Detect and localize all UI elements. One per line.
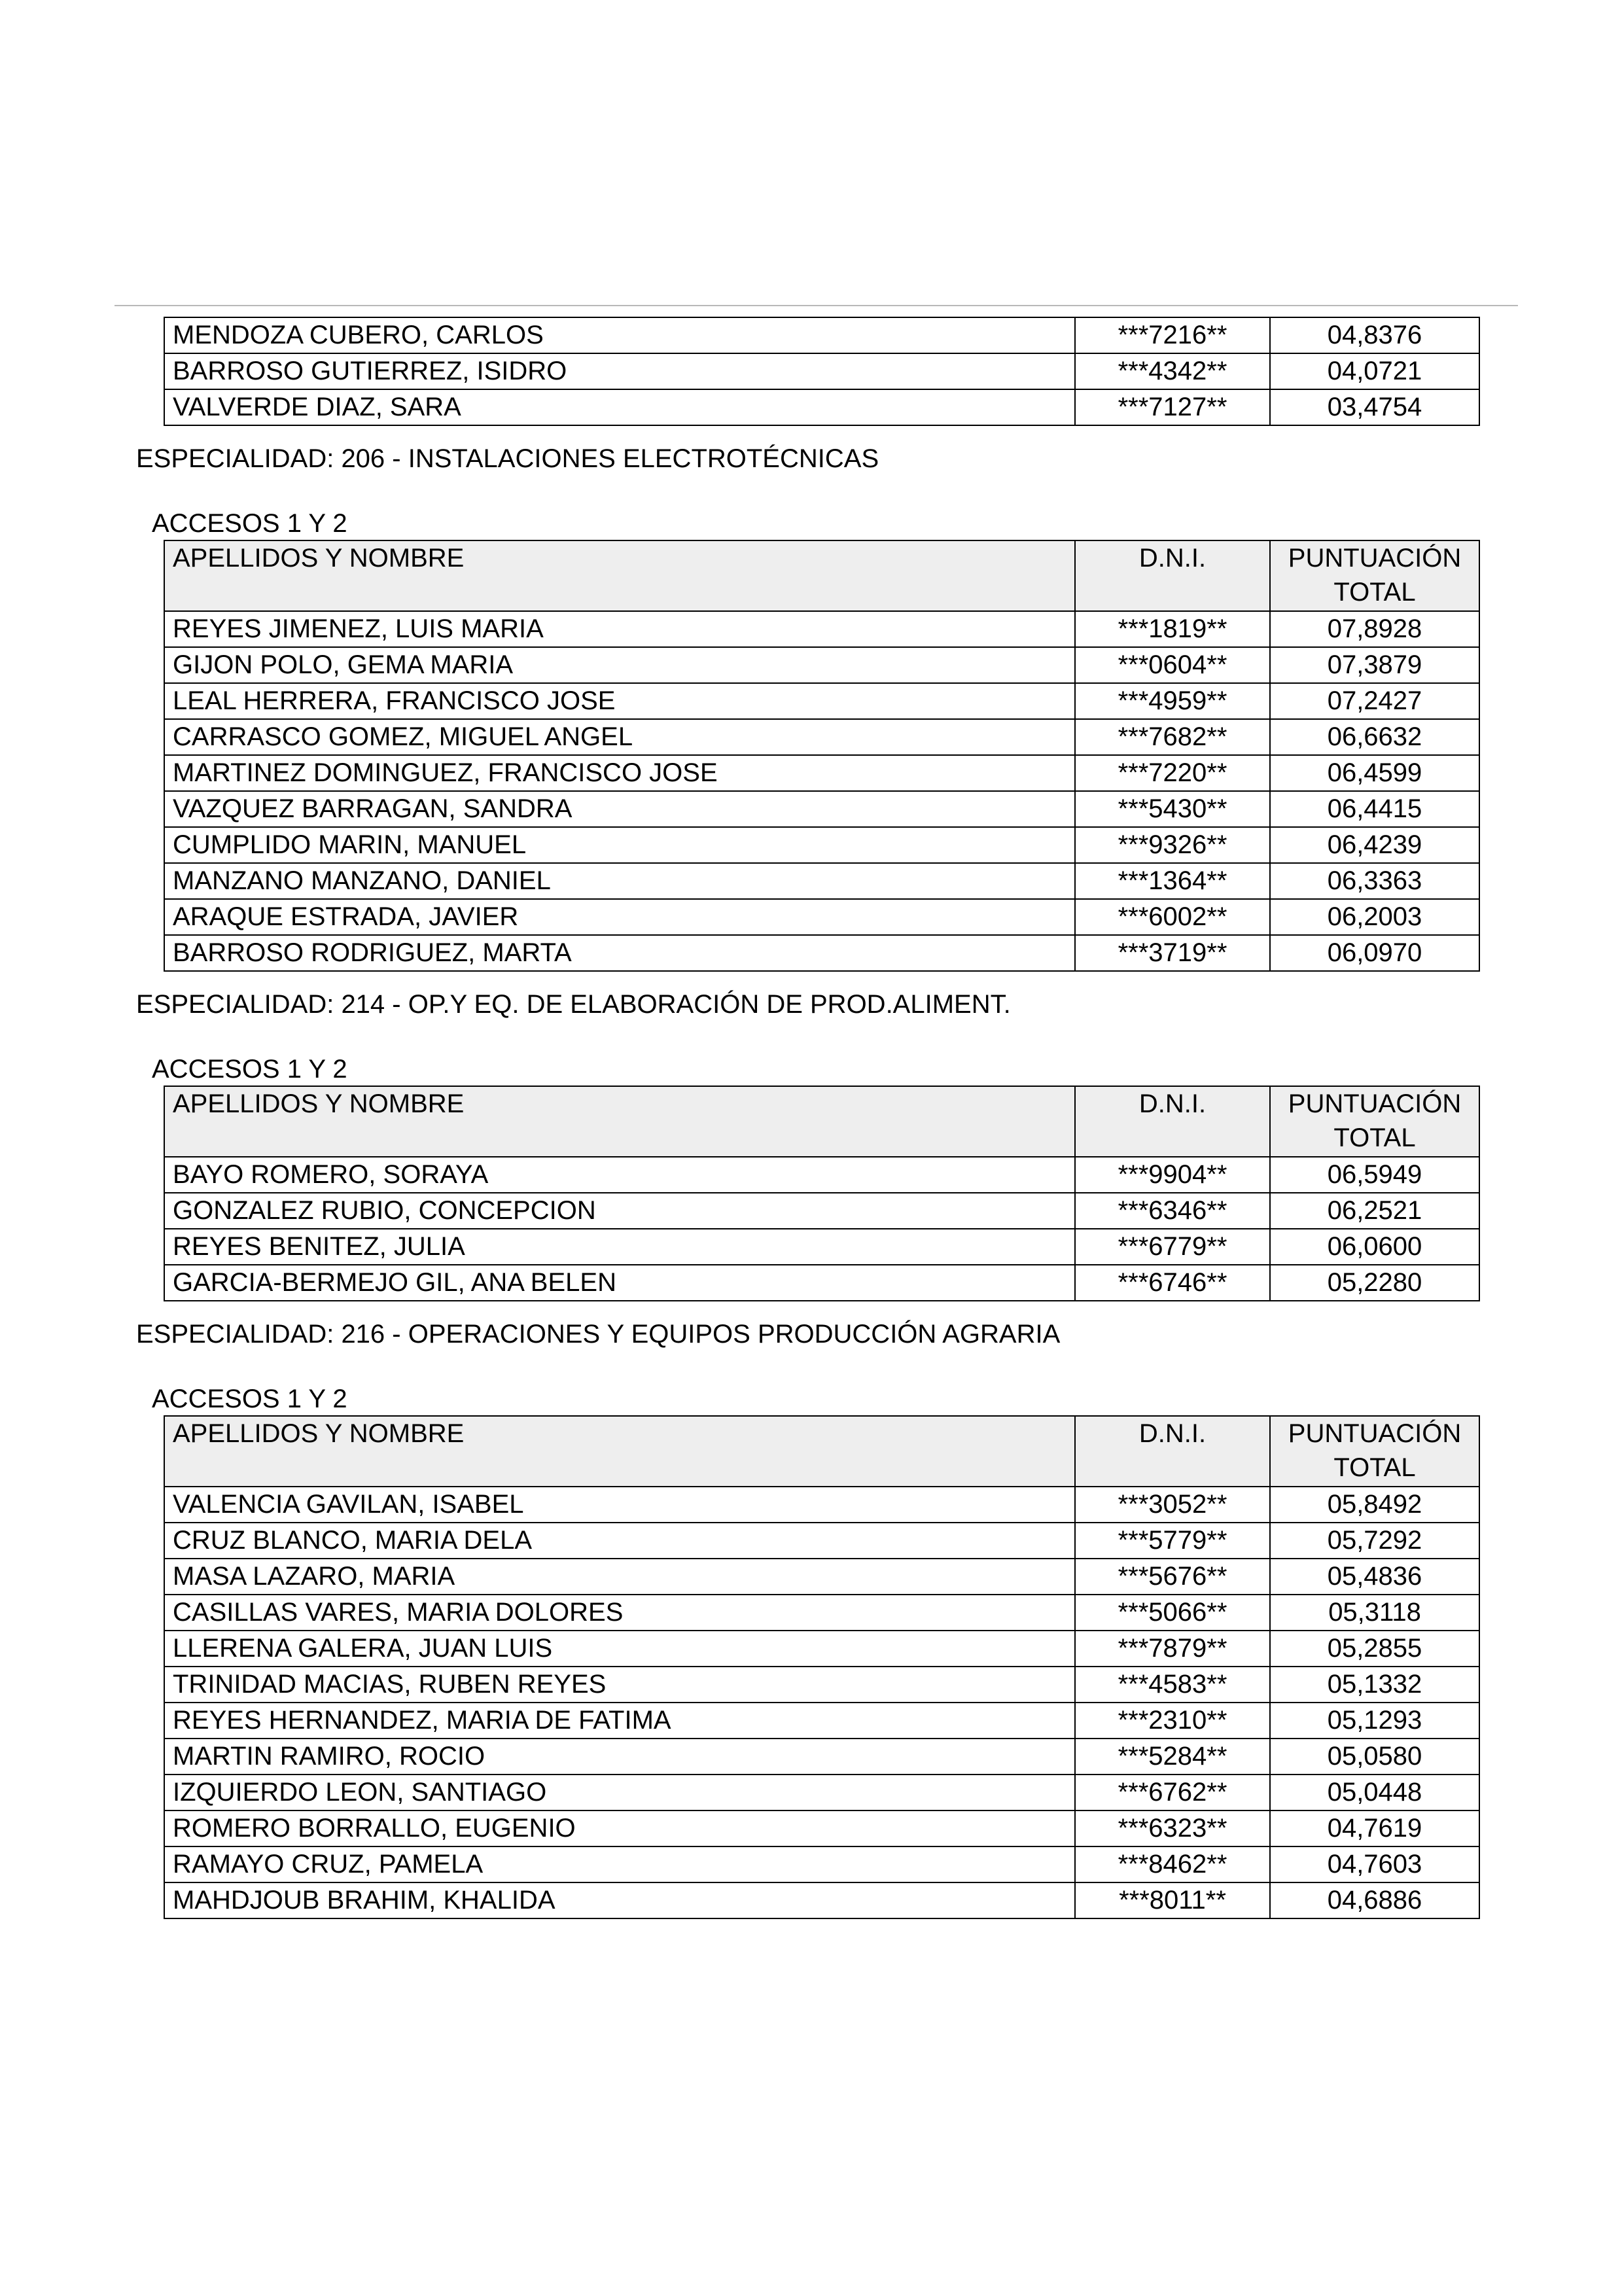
results-table-body-216 <box>164 1487 1479 1918</box>
cell-dni: ***5066** <box>1075 1595 1270 1631</box>
cell-score: 06,2521 <box>1270 1193 1479 1229</box>
column-header-dni: D.N.I. <box>1075 1416 1270 1487</box>
access-label-214: ACCESOS 1 Y 2 <box>152 1055 347 1084</box>
table-row <box>164 389 1479 425</box>
cell-dni: ***7879** <box>1075 1631 1270 1667</box>
cell-name: ARAQUE ESTRADA, JAVIER <box>164 899 1075 935</box>
table-row <box>164 1265 1479 1301</box>
cell-score: 06,4239 <box>1270 827 1479 863</box>
table-header-row <box>164 1416 1479 1487</box>
cell-score: 04,8376 <box>1270 317 1479 353</box>
cell-dni: ***3052** <box>1075 1487 1270 1523</box>
table-row <box>164 1631 1479 1667</box>
column-header-score: PUNTUACIÓN TOTAL <box>1270 540 1479 611</box>
table-row <box>164 353 1479 389</box>
table-row <box>164 611 1479 647</box>
cell-score: 06,0970 <box>1270 935 1479 971</box>
table-row <box>164 1667 1479 1703</box>
cell-name: ROMERO BORRALLO, EUGENIO <box>164 1810 1075 1846</box>
cell-score: 07,2427 <box>1270 683 1479 719</box>
cell-dni: ***5430** <box>1075 791 1270 827</box>
table-row <box>164 1846 1479 1882</box>
cell-score: 04,7619 <box>1270 1810 1479 1846</box>
cell-dni: ***5676** <box>1075 1559 1270 1595</box>
results-table-206 <box>164 540 1480 972</box>
column-header-score: PUNTUACIÓN TOTAL <box>1270 1086 1479 1157</box>
cell-dni: ***6746** <box>1075 1265 1270 1301</box>
table-row <box>164 719 1479 755</box>
table-header-row <box>164 1086 1479 1157</box>
cell-score: 05,1293 <box>1270 1703 1479 1739</box>
cell-name: LEAL HERRERA, FRANCISCO JOSE <box>164 683 1075 719</box>
cell-score: 07,3879 <box>1270 647 1479 683</box>
table-row <box>164 1487 1479 1523</box>
cell-name: LLERENA GALERA, JUAN LUIS <box>164 1631 1075 1667</box>
document-body <box>0 317 1622 1919</box>
table-row <box>164 755 1479 791</box>
table-row <box>164 1523 1479 1559</box>
column-header-dni: D.N.I. <box>1075 1086 1270 1157</box>
table-row <box>164 1595 1479 1631</box>
cell-name: RAMAYO CRUZ, PAMELA <box>164 1846 1075 1882</box>
cell-name: GONZALEZ RUBIO, CONCEPCION <box>164 1193 1075 1229</box>
cell-score: 07,8928 <box>1270 611 1479 647</box>
cell-dni: ***9326** <box>1075 827 1270 863</box>
cell-dni: ***6346** <box>1075 1193 1270 1229</box>
cell-score: 05,8492 <box>1270 1487 1479 1523</box>
cell-score: 03,4754 <box>1270 389 1479 425</box>
cell-name: REYES BENITEZ, JULIA <box>164 1229 1075 1265</box>
cell-name: CASILLAS VARES, MARIA DOLORES <box>164 1595 1075 1631</box>
cell-score: 05,3118 <box>1270 1595 1479 1631</box>
column-header-score: PUNTUACIÓN TOTAL <box>1270 1416 1479 1487</box>
cell-dni: ***7220** <box>1075 755 1270 791</box>
cell-score: 05,4836 <box>1270 1559 1479 1595</box>
cell-name: IZQUIERDO LEON, SANTIAGO <box>164 1775 1075 1810</box>
cell-dni: ***0604** <box>1075 647 1270 683</box>
table-row <box>164 1703 1479 1739</box>
column-header-dni: D.N.I. <box>1075 540 1270 611</box>
cell-name: MENDOZA CUBERO, CARLOS <box>164 317 1075 353</box>
table-row <box>164 1739 1479 1775</box>
table-row <box>164 317 1479 353</box>
results-table-body-206 <box>164 611 1479 971</box>
table-row <box>164 1229 1479 1265</box>
results-table-214 <box>164 1086 1480 1301</box>
table-row <box>164 863 1479 899</box>
cell-name: CRUZ BLANCO, MARIA DELA <box>164 1523 1075 1559</box>
cell-name: VALENCIA GAVILAN, ISABEL <box>164 1487 1075 1523</box>
table-row <box>164 827 1479 863</box>
cell-dni: ***2310** <box>1075 1703 1270 1739</box>
cell-dni: ***6002** <box>1075 899 1270 935</box>
access-label-206: ACCESOS 1 Y 2 <box>152 509 347 538</box>
cell-score: 04,7603 <box>1270 1846 1479 1882</box>
cell-dni: ***6779** <box>1075 1229 1270 1265</box>
continued-table-body <box>164 317 1479 425</box>
cell-name: BAYO ROMERO, SORAYA <box>164 1157 1075 1193</box>
results-table-216 <box>164 1415 1480 1919</box>
table-row <box>164 1810 1479 1846</box>
cell-score: 06,3363 <box>1270 863 1479 899</box>
table-row <box>164 1775 1479 1810</box>
cell-name: MANZANO MANZANO, DANIEL <box>164 863 1075 899</box>
table-row <box>164 647 1479 683</box>
cell-name: GARCIA-BERMEJO GIL, ANA BELEN <box>164 1265 1075 1301</box>
table-row <box>164 1157 1479 1193</box>
cell-name: VALVERDE DIAZ, SARA <box>164 389 1075 425</box>
continued-table <box>164 317 1480 426</box>
table-row <box>164 1559 1479 1595</box>
cell-dni: ***6323** <box>1075 1810 1270 1846</box>
cell-dni: ***4342** <box>1075 353 1270 389</box>
cell-dni: ***3719** <box>1075 935 1270 971</box>
cell-name: MARTIN RAMIRO, ROCIO <box>164 1739 1075 1775</box>
cell-name: CUMPLIDO MARIN, MANUEL <box>164 827 1075 863</box>
table-header-row <box>164 540 1479 611</box>
cell-name: VAZQUEZ BARRAGAN, SANDRA <box>164 791 1075 827</box>
cell-name: REYES JIMENEZ, LUIS MARIA <box>164 611 1075 647</box>
cell-dni: ***5284** <box>1075 1739 1270 1775</box>
table-row <box>164 683 1479 719</box>
specialty-title-216: ESPECIALIDAD: 216 - OPERACIONES Y EQUIPOS PRODUCCIÓN AGRARIA <box>136 1320 1061 1349</box>
cell-score: 05,1332 <box>1270 1667 1479 1703</box>
cell-score: 04,6886 <box>1270 1882 1479 1918</box>
cell-name: MASA LAZARO, MARIA <box>164 1559 1075 1595</box>
specialty-title-214: ESPECIALIDAD: 214 - OP.Y EQ. DE ELABORACIÓN DE PROD.ALIMENT. <box>136 990 1011 1019</box>
cell-dni: ***7682** <box>1075 719 1270 755</box>
cell-score: 06,0600 <box>1270 1229 1479 1265</box>
cell-name: REYES HERNANDEZ, MARIA DE FATIMA <box>164 1703 1075 1739</box>
cell-name: MAHDJOUB BRAHIM, KHALIDA <box>164 1882 1075 1918</box>
cell-dni: ***4959** <box>1075 683 1270 719</box>
cell-dni: ***1819** <box>1075 611 1270 647</box>
table-row <box>164 1882 1479 1918</box>
cell-dni: ***8011** <box>1075 1882 1270 1918</box>
table-row <box>164 899 1479 935</box>
cell-score: 06,6632 <box>1270 719 1479 755</box>
cell-dni: ***1364** <box>1075 863 1270 899</box>
cell-dni: ***9904** <box>1075 1157 1270 1193</box>
cell-name: GIJON POLO, GEMA MARIA <box>164 647 1075 683</box>
table-row <box>164 791 1479 827</box>
cell-score: 05,2280 <box>1270 1265 1479 1301</box>
column-header-name: APELLIDOS Y NOMBRE <box>164 540 1075 611</box>
table-row <box>164 935 1479 971</box>
cell-dni: ***7216** <box>1075 317 1270 353</box>
cell-dni: ***5779** <box>1075 1523 1270 1559</box>
cell-score: 05,0448 <box>1270 1775 1479 1810</box>
cell-name: BARROSO GUTIERREZ, ISIDRO <box>164 353 1075 389</box>
cell-score: 04,0721 <box>1270 353 1479 389</box>
cell-score: 05,7292 <box>1270 1523 1479 1559</box>
column-header-name: APELLIDOS Y NOMBRE <box>164 1416 1075 1487</box>
cell-name: BARROSO RODRIGUEZ, MARTA <box>164 935 1075 971</box>
cell-name: MARTINEZ DOMINGUEZ, FRANCISCO JOSE <box>164 755 1075 791</box>
cell-dni: ***4583** <box>1075 1667 1270 1703</box>
cell-score: 06,4415 <box>1270 791 1479 827</box>
cell-score: 05,0580 <box>1270 1739 1479 1775</box>
cell-name: CARRASCO GOMEZ, MIGUEL ANGEL <box>164 719 1075 755</box>
table-row <box>164 1193 1479 1229</box>
cell-score: 05,2855 <box>1270 1631 1479 1667</box>
cell-score: 06,2003 <box>1270 899 1479 935</box>
cell-score: 06,5949 <box>1270 1157 1479 1193</box>
header-rule <box>115 305 1518 306</box>
cell-dni: ***7127** <box>1075 389 1270 425</box>
results-table-body-214 <box>164 1157 1479 1301</box>
column-header-name: APELLIDOS Y NOMBRE <box>164 1086 1075 1157</box>
cell-score: 06,4599 <box>1270 755 1479 791</box>
cell-dni: ***6762** <box>1075 1775 1270 1810</box>
cell-name: TRINIDAD MACIAS, RUBEN REYES <box>164 1667 1075 1703</box>
specialty-title-206: ESPECIALIDAD: 206 - INSTALACIONES ELECTROTÉCNICAS <box>136 444 879 473</box>
access-label-216: ACCESOS 1 Y 2 <box>152 1385 347 1413</box>
cell-dni: ***8462** <box>1075 1846 1270 1882</box>
